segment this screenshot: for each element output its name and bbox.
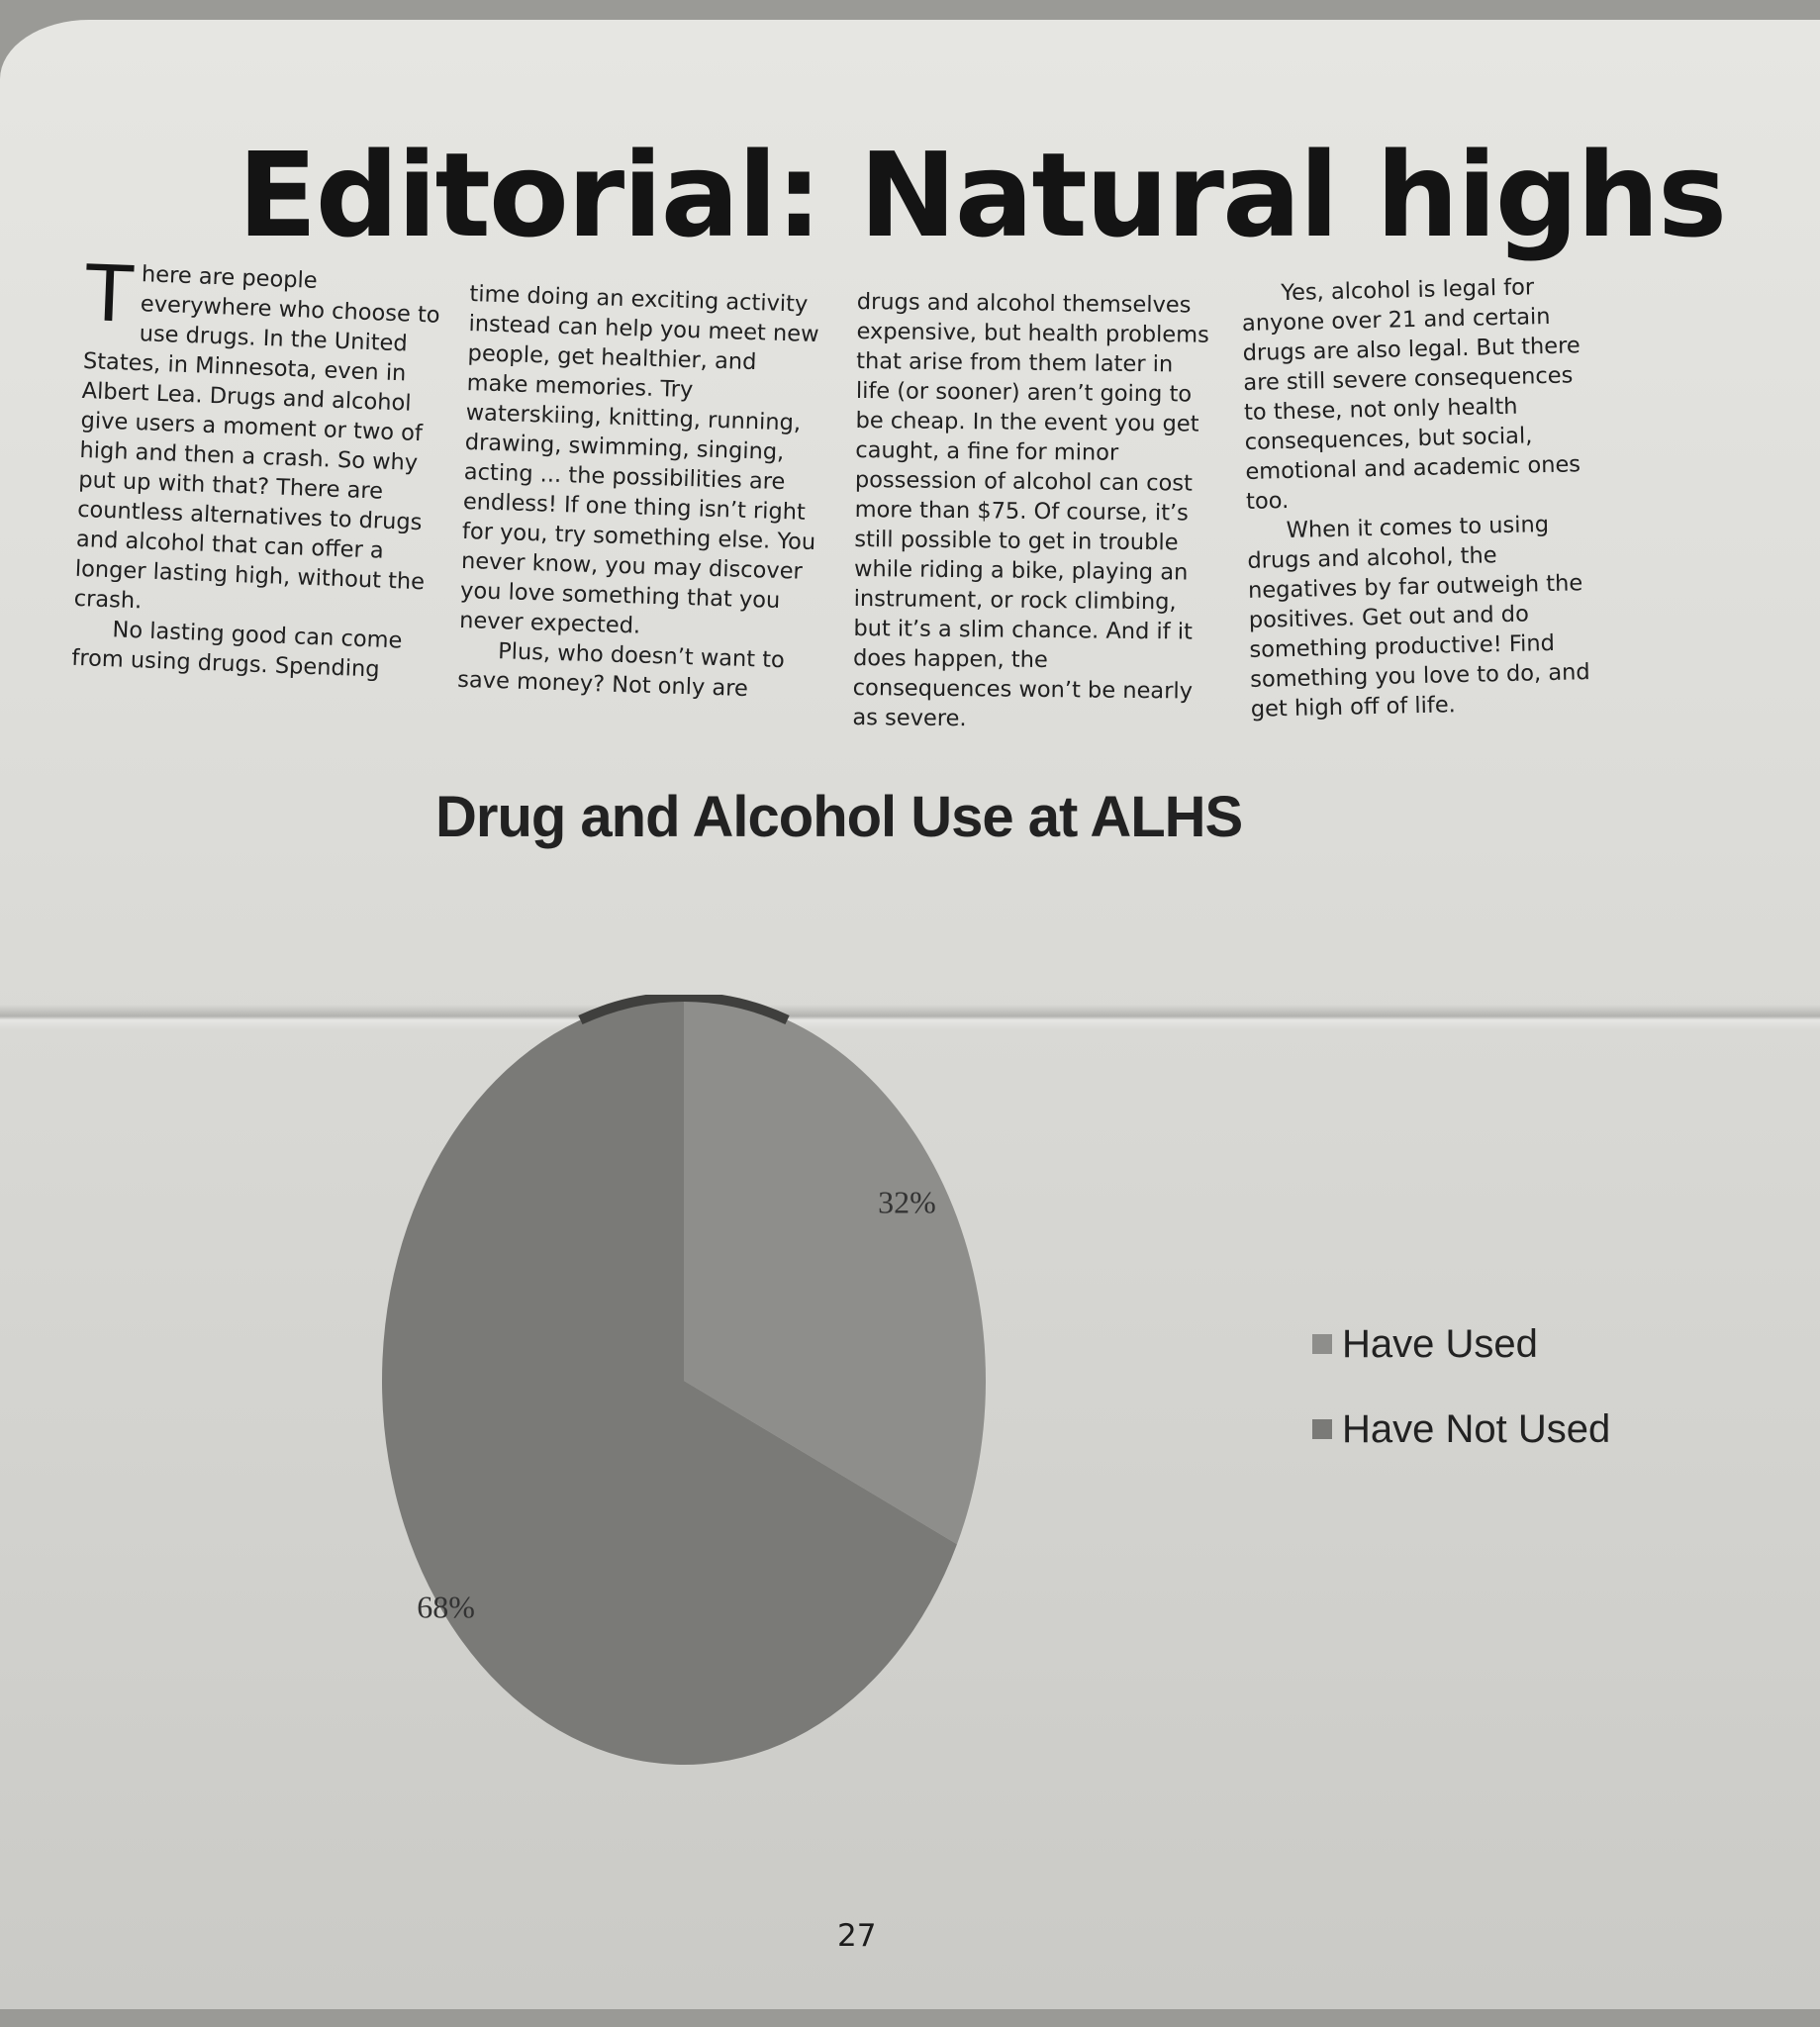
legend-label: Have Used [1342, 1321, 1538, 1366]
legend-label: Have Not Used [1342, 1406, 1611, 1451]
article-paragraph: time doing an exciting activity instead can help you meet new people, get healthier, and make memories. Try waterskiing, knitting, running, drawing, swimming, singing, acting ... the possibilities are endless! If one thing isn’t right for you, try something else. You never know, you may discover you love something that you never expected. [458, 280, 819, 639]
article-paragraph: No lasting good can come from using drugs. Spending [70, 617, 403, 683]
legend-item-have-not-used [1312, 1407, 1610, 1451]
article-paragraph: There are people everywhere who choose to use drugs. In the United States, in Minnesota, even in Albert Lea. Drugs and alcohol give users a moment or two of high and then a crash. So why put up with that? There are countless alternatives to drugs and alcohol that can offer a longer lasting high, without the crash. [73, 249, 441, 615]
pie-data-label: 68% [417, 1589, 475, 1625]
article-column-1 [70, 249, 443, 687]
legend-swatch [1312, 1419, 1332, 1439]
article-paragraph: Yes, alcohol is legal for anyone over 21 and certain drugs are also legal. But there are still severe consequences to these, not only health consequences, but social, emotional and academic ones too. [1241, 274, 1581, 515]
legend-item-have-used [1312, 1322, 1610, 1366]
chart-title: Drug and Alcohol Use at ALHS [435, 785, 1243, 849]
drop-cap: T [83, 249, 135, 340]
article-column-4 [1241, 271, 1607, 724]
article-paragraph: drugs and alcohol themselves expensive, but health problems that arise from them later in life (or sooner) aren’t going to be cheap. In the event you get caught, a fine for minor possession of alcohol can cost more than $75. Of course, it’s still possible to get in trouble while riding a bike, playing an instrument, or rock climbing, but it’s a slim chance. And if it does happen, the consequences won’t be nearly as severe. [852, 288, 1209, 732]
article-paragraph: When it comes to using drugs and alcohol, the negatives by far outweigh the positives. Get out and do something productive! Find something you love to do, and get high off of life. [1247, 512, 1590, 723]
article-paragraph: Plus, who doesn’t want to save money? Not only are [456, 638, 786, 703]
article-column-3 [852, 287, 1213, 736]
chart-legend [1312, 1322, 1610, 1493]
pie-chart-svg [380, 995, 989, 1767]
pie-chart [380, 995, 989, 1767]
article-column-2 [457, 279, 826, 706]
newspaper-page [0, 20, 1820, 2009]
pie-data-label: 32% [878, 1184, 936, 1220]
headline: Editorial: Natural highs [238, 127, 1726, 263]
page-number: 27 [837, 1918, 877, 1954]
legend-swatch [1312, 1334, 1332, 1354]
